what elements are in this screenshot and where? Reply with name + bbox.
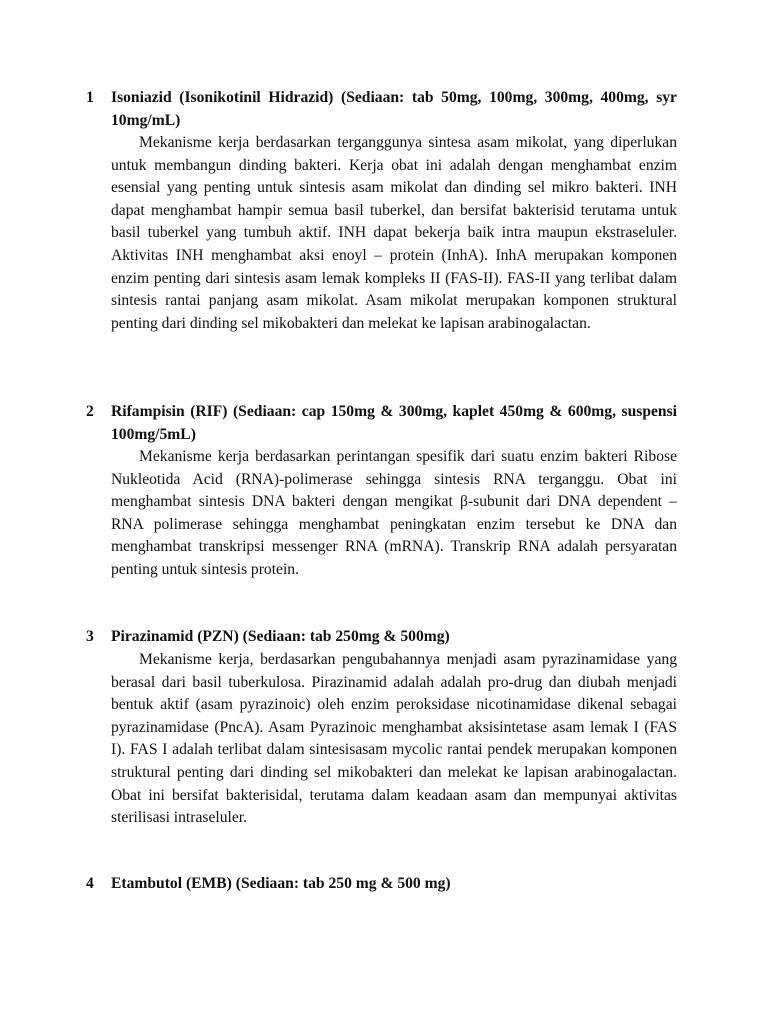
section-heading [111, 401, 677, 446]
section-heading [111, 87, 677, 132]
section-number: 3 [86, 628, 94, 645]
drug-preparation: (Sediaan: tab 250 mg & 500 mg) [235, 875, 451, 892]
section-number: 2 [86, 403, 94, 420]
mechanism-paragraph: Mekanisme kerja, berdasarkan pengubahannya menjadi asam pyrazinamidase yang berasal dari basil tuberkulosa. Pirazinamid adalah adalah pro-drug dan diubah menjadi bentuk aktif (asam pyrazinoic) oleh enzim peroksidase nicotinamidase dikenal sebagai pyrazinamidase (PncA). Asam Pyrazinoic menghambat aksisintetase asam lemak I (FAS I). FAS I adalah terlibat dalam sintesisasam mycolic rantai pendek merupakan komponen struktural penting dari dinding sel mikobakteri dan melekat ke lapisan arabinogalactan. Obat ini bersifat bakterisidal, terutama dalam keadaan asam dan mempunyai aktivitas sterilisasi intraseluler. [111, 651, 677, 827]
drug-name: Pirazinamid (PZN) [111, 628, 239, 645]
drug-preparation: (Sediaan: tab 50mg, 100mg, 300mg, 400mg, syr 10mg/mL) [111, 89, 677, 129]
mechanism-paragraph: Mekanisme kerja berdasarkan terganggunya sintesa asam mikolat, yang diperlukan untuk membangun dinding bakteri. Kerja obat ini adalah dengan menghambat enzim esensial yang penting untuk sintesis asam mikolat dan dinding sel mikro bakteri. INH dapat menghambat hampir semua basil tuberkel, dan bersifat bakterisid terutama untuk basil tuberkel yang tumbuh aktif. INH dapat bekerja baik intra maupun ekstraseluler. Aktivitas INH menghambat aksi enoyl – protein (InhA). InhA merupakan komponen enzim penting dari sintesis asam lemak kompleks II (FAS-II). FAS-II yang terlibat dalam sintesis rantai panjang asam mikolat. Asam mikolat merupakan komponen struktural penting dari dinding sel mikobakteri dan melekat ke lapisan arabinogalactan. [111, 134, 677, 332]
section-number: 1 [86, 89, 94, 106]
drug-preparation: (Sediaan: tab 250mg & 500mg) [242, 628, 450, 645]
drug-preparation: (Sediaan: cap 150mg & 300mg, kaplet 450mg & 600mg, suspensi 100mg/5mL) [111, 403, 678, 443]
section-heading [111, 626, 677, 649]
drug-name: Rifampisin (RIF) [111, 403, 228, 420]
section-heading [111, 873, 677, 896]
section-number: 4 [86, 875, 94, 892]
drug-name: Isoniazid (Isonikotinil Hidrazid) [111, 89, 334, 106]
mechanism-paragraph: Mekanisme kerja berdasarkan perintangan spesifik dari suatu enzim bakteri Ribose Nukleotida Acid (RNA)-polimerase sehingga sintesis RNA terganggu. Obat ini menghambat sintesis DNA bakteri dengan mengikat β-subunit dari DNA dependent – RNA polimerase sehingga menghambat peningkatan enzim tersebut ke DNA dan menghambat transkripsi messenger RNA (mRNA). Transkrip RNA adalah persyaratan penting untuk sintesis protein. [111, 448, 677, 578]
drug-name: Etambutol (EMB) [111, 875, 232, 892]
